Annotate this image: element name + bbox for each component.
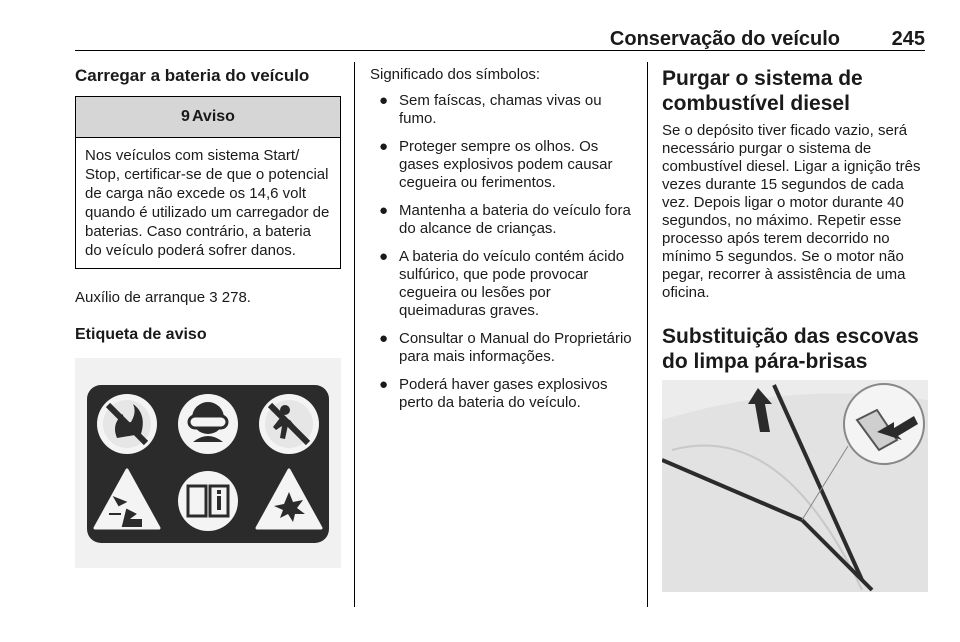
section-title: Carregar a bateria do veículo xyxy=(75,66,310,85)
page-header xyxy=(75,28,925,51)
bullet-icon: ● xyxy=(379,330,389,347)
label-title: Etiqueta de aviso xyxy=(75,326,207,343)
keep-children-away-icon xyxy=(259,394,319,454)
warning-icon: 9 xyxy=(181,108,190,125)
manual-info-icon xyxy=(178,471,238,531)
bullet-icon: ● xyxy=(379,138,389,155)
page-number: 245 xyxy=(891,28,925,50)
warning-label-image xyxy=(75,358,341,568)
list-item: ● Poderá haver gases explosivos perto da bateria do veículo. xyxy=(379,376,608,411)
bullet-icon: ● xyxy=(379,248,389,265)
list-item: ● Mantenha a bateria do veículo fora do alcance de crianças. xyxy=(379,202,631,237)
symbols-list xyxy=(370,92,635,412)
list-item: ● Consultar o Manual do Proprietário para mais informações. xyxy=(379,330,632,365)
warning-title: Aviso xyxy=(191,108,235,125)
column-left xyxy=(75,66,341,568)
list-item: ● A bateria do veículo contém ácido sulfúrico, que pode provocar cegueira ou lesões por queimaduras graves. xyxy=(379,248,625,319)
cross-reference: Auxílio de arranque 3 278. xyxy=(75,289,251,306)
bullet-icon: ● xyxy=(379,92,389,109)
heading-diesel-purge: Purgar o sistema de combustível diesel xyxy=(662,67,863,115)
column-middle xyxy=(370,66,635,422)
warning-text: Nos veículos com sistema Start/ Stop, certificar-se de que o potencial de carga não excede os 14,6 volt quando é utilizado um carregador de baterias. Caso contrário, a bateria do veículo poderá sofrer danos. xyxy=(85,147,330,259)
column-divider xyxy=(647,62,648,607)
bullet-icon: ● xyxy=(379,202,389,219)
diesel-purge-text: Se o depósito tiver ficado vazio, será necessário purgar o sistema de combustível diesel. Ligar a ignição três vezes durante 15 segundos de cada vez. Depois ligar o motor durante 40 segundos, no máximo. Repetir esse processo após terem decorrido no mínimo 5 segundos. Se o motor não pegar, recorrer à assistência de uma oficina. xyxy=(662,122,921,301)
wiper-illustration xyxy=(662,380,928,592)
column-right xyxy=(662,66,927,592)
column-divider xyxy=(354,62,355,607)
heading-wiper-replacement: Substituição das escovas do limpa pára-brisas xyxy=(662,325,919,373)
bullet-icon: ● xyxy=(379,376,389,393)
eye-protection-icon xyxy=(178,394,238,454)
warning-header xyxy=(76,97,340,138)
list-item: ● Sem faíscas, chamas vivas ou fumo. xyxy=(379,92,602,127)
list-item: ● Proteger sempre os olhos. Os gases explosivos podem causar cegueira ou ferimentos. xyxy=(379,138,613,191)
warning-box xyxy=(75,96,341,269)
symbols-intro: Significado dos símbolos: xyxy=(370,66,541,83)
header-title: Conservação do veículo xyxy=(609,28,840,50)
no-fire-icon xyxy=(97,394,157,454)
